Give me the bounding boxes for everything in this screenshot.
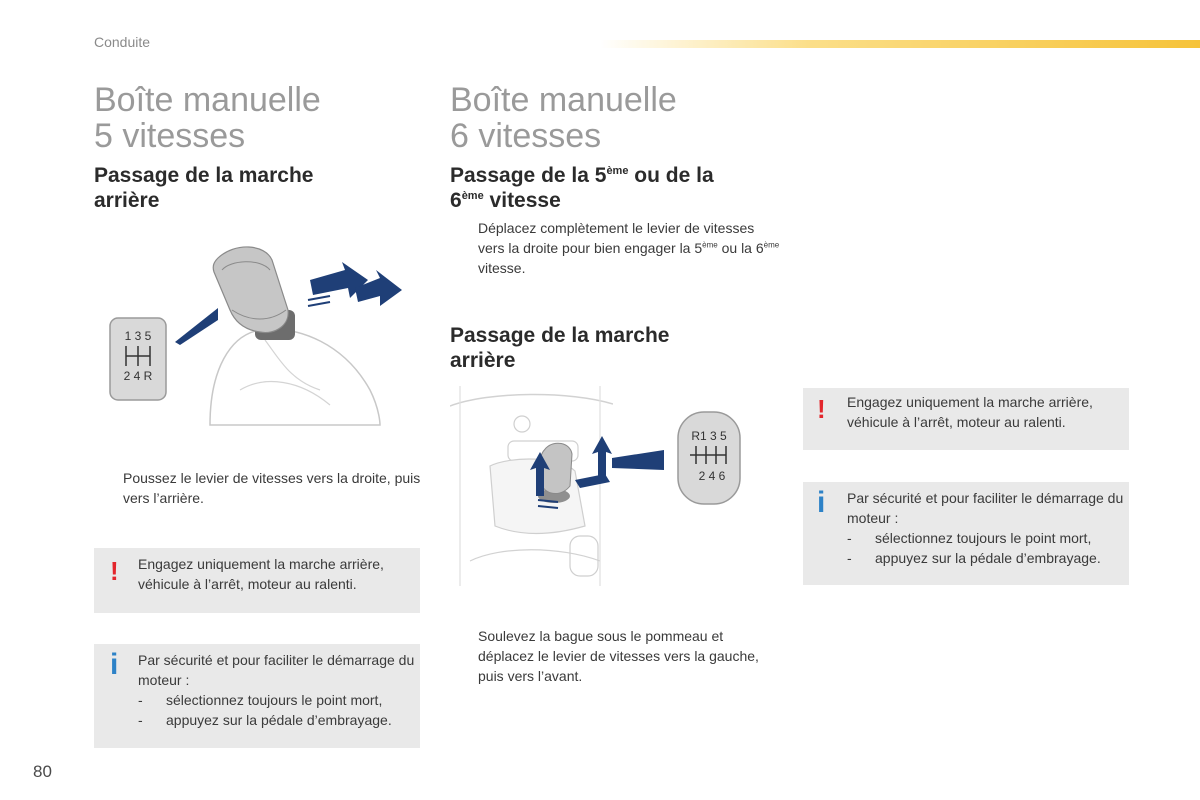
gear-pattern-5-badge: [108, 316, 168, 402]
instruction-text: Déplacez complètement le levier de vitesses vers la droite pour bien engager la: [478, 220, 755, 256]
gear-knob-5-illustration: [170, 240, 410, 430]
subtitle-part: Passage de la 5: [450, 164, 607, 187]
right-subtitle-1: [450, 163, 780, 213]
right-warning-text: Engagez uniquement la marche arrière, véhicule à l’arrêt, moteur au ralenti.: [847, 394, 1093, 430]
instruction-text: ou la 6: [717, 240, 764, 256]
left-title-line1: Boîte manuelle: [94, 81, 321, 119]
right-title-line1: Boîte manuelle: [450, 81, 677, 119]
dash-marker: -: [847, 530, 852, 546]
right-instruction-2: [450, 626, 760, 686]
section-label: Conduite: [94, 34, 151, 50]
left-info-item-text: appuyez sur la pédale d’embrayage.: [166, 712, 392, 728]
left-warning-text: Engagez uniquement la marche arrière, véhicule à l’arrêt, moteur au ralenti.: [138, 556, 384, 592]
right-title-line2: 6 vitesses: [450, 117, 602, 155]
dash-marker: -: [847, 550, 852, 566]
right-subtitle-2: Passage de la marche arrière: [450, 324, 670, 372]
page-number: 80: [33, 762, 52, 781]
right-info-content: [847, 488, 1127, 568]
instruction-text: vitesse.: [478, 260, 526, 276]
right-warning-box: [803, 388, 1129, 450]
right-instruction-1: [450, 218, 780, 278]
gear-pattern-5-bottom: 2 4 R: [123, 369, 153, 383]
gear-pattern-5-top: 1 3 5: [124, 329, 152, 343]
warning-icon: !: [110, 556, 119, 586]
instruction-text: 5: [694, 240, 703, 256]
dash-marker: -: [138, 712, 143, 728]
right-instruction-2-text: Soulevez la bague sous le pommeau et déplacez le levier de vitesses vers la gauche, puis vers l’avant.: [478, 628, 759, 684]
left-title-line2: 5 vitesses: [94, 117, 246, 155]
right-info-item-text: appuyez sur la pédale d’embrayage.: [875, 550, 1101, 566]
gear-pattern-6-badge: [676, 410, 742, 506]
left-instruction-text: Poussez le levier de vitesses vers la droite, puis vers l’arrière.: [123, 470, 421, 506]
instruction-sup: ème: [702, 240, 718, 250]
left-instruction: [94, 468, 424, 508]
instruction-sup: ème: [763, 240, 780, 250]
subtitle-part: vitesse: [483, 189, 561, 212]
header-accent-bar: [600, 40, 1200, 48]
left-info-content: [138, 650, 416, 730]
right-title: [450, 82, 770, 154]
subtitle-sup: ème: [606, 165, 629, 177]
right-info-item: [847, 528, 1127, 548]
gear-pattern-6-top: R1 3 5: [691, 429, 727, 443]
left-info-item-text: sélectionnez toujours le point mort,: [166, 692, 383, 708]
info-icon: i: [817, 486, 826, 519]
info-icon: i: [110, 648, 119, 681]
pointer-arrow: [612, 448, 664, 478]
right-info-item: [847, 548, 1127, 568]
right-info-box: [803, 482, 1129, 585]
gear-pattern-6-bottom: 2 4 6: [698, 469, 726, 483]
subtitle-sup: ème: [461, 190, 484, 202]
left-title: [94, 82, 414, 154]
dash-marker: -: [138, 692, 143, 708]
subtitle-part: 6: [450, 189, 462, 212]
left-subtitle: Passage de la marche arrière: [94, 164, 314, 212]
left-info-item: [138, 710, 416, 730]
console-reverse-illustration: [450, 386, 613, 604]
subtitle-part: ou de la: [628, 164, 714, 187]
left-info-intro: Par sécurité et pour faciliter le démarrage du moteur :: [138, 652, 415, 688]
left-info-item: [138, 690, 416, 710]
warning-icon: !: [817, 394, 826, 424]
left-warning-box: [94, 548, 420, 613]
right-info-intro: Par sécurité et pour faciliter le démarrage du moteur :: [847, 490, 1124, 526]
right-info-item-text: sélectionnez toujours le point mort,: [875, 530, 1092, 546]
left-info-box: [94, 644, 420, 748]
